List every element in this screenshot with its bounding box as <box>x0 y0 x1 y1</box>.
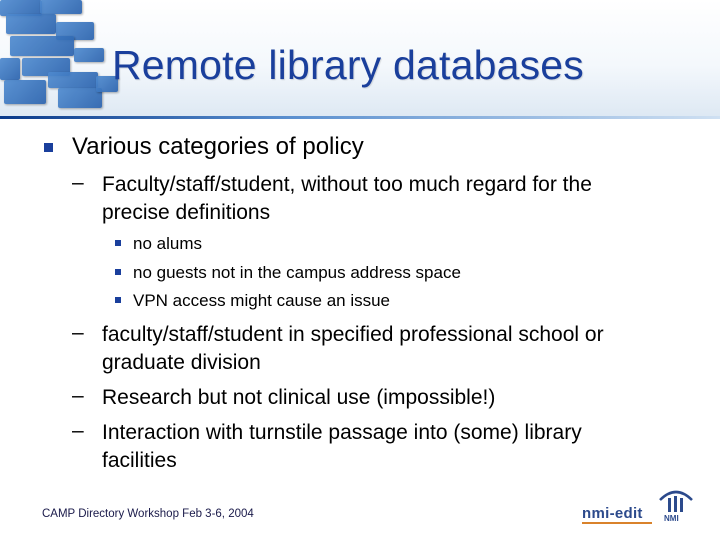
dash-marker: – <box>72 321 84 344</box>
logo-underline <box>582 522 652 524</box>
dash-marker: – <box>72 384 84 407</box>
sub-bullet-line: graduate division <box>102 351 261 374</box>
sub-bullet-text <box>102 321 604 377</box>
bullet-square <box>44 143 53 152</box>
sub-bullet-line: facilities <box>102 449 177 472</box>
nmi-edit-logo: nmi-edit <box>582 505 643 522</box>
bullet-text: Various categories of policy <box>72 133 364 160</box>
bullet-square <box>115 240 121 246</box>
sub-bullet-text <box>102 419 582 475</box>
bullet-square <box>115 269 121 275</box>
header-divider <box>0 116 720 119</box>
sub-bullet-line: Faculty/staff/student, without too much regard for the <box>102 173 592 196</box>
dash-marker: – <box>72 419 84 442</box>
tile-decoration <box>48 72 98 88</box>
sub-sub-bullet-text: no guests not in the campus address space <box>133 263 461 282</box>
sub-bullet-text: Research but not clinical use (impossible!) <box>102 386 496 409</box>
sub-sub-bullet-text: VPN access might cause an issue <box>133 291 391 310</box>
tile-decoration <box>10 36 74 56</box>
nmi-label: NMI <box>664 514 679 523</box>
slide-title: Remote library databases <box>112 42 584 88</box>
sub-bullet-line: Interaction with turnstile passage into (some) library <box>102 421 582 444</box>
sub-sub-bullet-text: no alums <box>133 234 202 253</box>
tile-decoration <box>6 14 56 34</box>
dash-marker: – <box>72 171 84 194</box>
tile-decoration <box>40 0 82 14</box>
decorative-tile-graphic <box>0 0 130 115</box>
tile-decoration <box>74 48 104 62</box>
sub-bullet-text <box>102 171 592 227</box>
bullet-square <box>115 297 121 303</box>
tile-decoration <box>0 58 20 80</box>
slide-footer: CAMP Directory Workshop Feb 3-6, 2004 <box>42 508 254 520</box>
sub-bullet-line: faculty/staff/student in specified professional school or <box>102 323 604 346</box>
tile-decoration <box>4 80 46 104</box>
sub-bullet-line: precise definitions <box>102 201 271 224</box>
